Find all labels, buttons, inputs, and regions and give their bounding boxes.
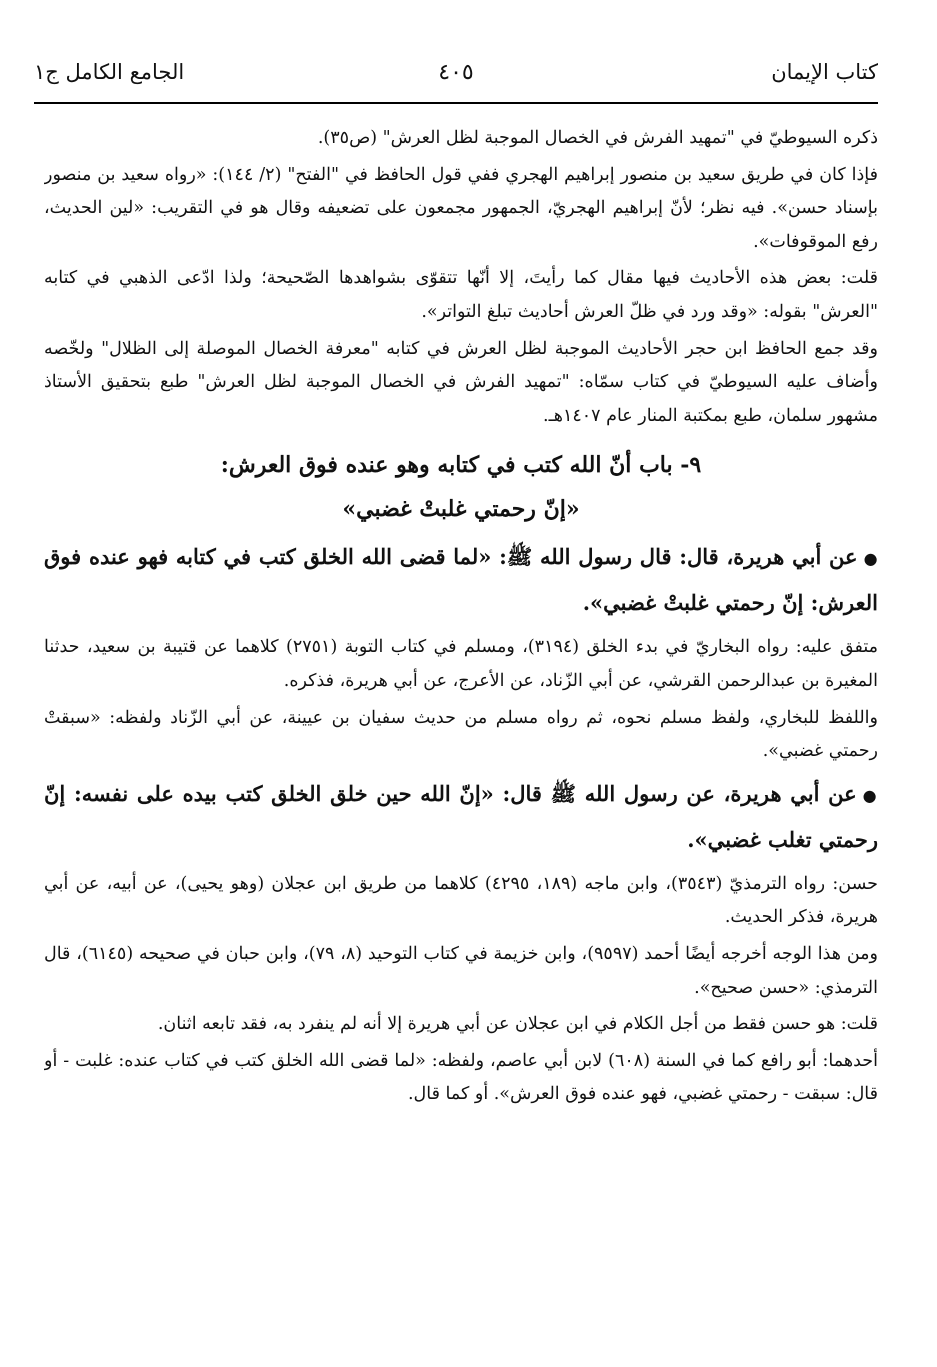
paragraph: ذكره السيوطيّ في "تمهيد الفرش في الخصال الموجبة لظل العرش" (ص٣٥). bbox=[317, 128, 878, 148]
header-rule bbox=[34, 102, 878, 104]
book-title: الجامع الكامل ج١ bbox=[34, 60, 185, 84]
commentary: أحدهما: أبو رافع كما في السنة (٦٠٨) لابن أبي عاصم، ولفظه: «لما قضى الله الخلق كتب في كتاب عنده: غلبت - أو قال: سبقت - رحمتي غضبي، فهو عنده فوق العرش». أو كما قال. bbox=[44, 1050, 878, 1105]
hadith-body: عن أبي هريرة، عن رسول الله ﷺ قال: «إنّ الله حين خلق الخلق كتب بيده على نفسه: إنّ رحمتي تغلب غضبي». bbox=[44, 780, 878, 852]
page-number: ٤٠٥ bbox=[438, 60, 474, 85]
page-body bbox=[44, 122, 878, 1342]
commentary: متفق عليه: رواه البخاريّ في بدء الخلق (٣١٩٤)، ومسلم في كتاب التوبة (٢٧٥١) كلاهما عن قتيبة بن سعيد، حدثنا المغيرة بن عبدالرحمن القرشي، عن أبي الزّناد، عن الأعرج، عن أبي هريرة، فذكره. bbox=[44, 637, 878, 691]
commentary: قلت: هو حسن فقط من أجل الكلام في ابن عجلان عن أبي هريرة إلا أنه لم ينفرد به، فقد تابعه اثنان. bbox=[157, 1014, 878, 1035]
hadith-body: عن أبي هريرة، قال: قال رسول الله ﷺ: «لما قضى الله الخلق كتب في كتابه فهو عنده فوق العرش: إنّ رحمتي غلبتْ غضبي». bbox=[44, 544, 878, 616]
paragraph: وقد جمع الحافظ ابن حجر الأحاديث الموجبة لظل العرش في كتابه "معرفة الخصال الموصلة إلى الظلال" ولخّصه وأضاف عليه السيوطيّ في كتاب سمّاه: "تمهيد الفرش في الخصال الموجبة لظل العرش" طبع بتحقيق الأستاذ مشهور سلمان، طبع بمكتبة المنار عام ١٤٠٧هـ. bbox=[44, 338, 878, 426]
bullet-icon: ● bbox=[863, 549, 878, 569]
running-header bbox=[34, 56, 878, 106]
paragraph: فإذا كان في طريق سعيد بن منصور إبراهيم الهجري ففي قول الحافظ في "الفتح" (٢/ ١٤٤): «رواه سعيد بن منصور بإسناد حسن». فيه نظر؛ لأنّ إبراهيم الهجريّ، الجمهور مجمعون على تضعيفه وقال هو في التقريب: «لين الحديث، رفع الموقوفات». bbox=[44, 164, 878, 252]
bullet-icon: ● bbox=[862, 785, 878, 805]
chapter-heading bbox=[44, 443, 878, 531]
chapter-heading-line: ٩- باب أنّ الله كتب في كتابه وهو عنده فوق العرش: bbox=[220, 452, 702, 479]
commentary: واللفظ للبخاري، ولفظ مسلم نحوه، ثم رواه مسلم من حديث سفيان بن عيينة، عن أبي الزّناد ولفظه: «سبقتْ رحمتي غضبي». bbox=[44, 707, 878, 762]
commentary: ومن هذا الوجه أخرجه أيضًا أحمد (٩٥٩٧)، وابن خزيمة في كتاب التوحيد (٨، ٧٩)، وابن حبان في صحيحه (٦١٤٥)، قال الترمذي: «حسن صحيح». bbox=[44, 943, 878, 998]
chapter-title: كتاب الإيمان bbox=[771, 60, 878, 84]
paragraph: قلت: بعض هذه الأحاديث فيها مقال كما رأيتَ، إلا أنّها تتقوّى بشواهدها الصّحيحة؛ ولذا ادّعى الذهبي في كتابه "العرش" بقوله: «وقد ورد في ظلّ العرش أحاديث تبلغ التواتر». bbox=[44, 268, 878, 322]
hadith-text bbox=[44, 535, 878, 625]
chapter-heading-line: «إنّ رحمتي غلبتْ غضبي» bbox=[342, 496, 580, 523]
hadith-text bbox=[44, 772, 878, 862]
commentary: حسن: رواه الترمذيّ (٣٥٤٣)، وابن ماجه (١٨٩، ٤٢٩٥) كلاهما من طريق ابن عجلان (وهو يحيى)، عن أبيه، عن أبي هريرة، فذكر الحديث. bbox=[44, 873, 878, 928]
